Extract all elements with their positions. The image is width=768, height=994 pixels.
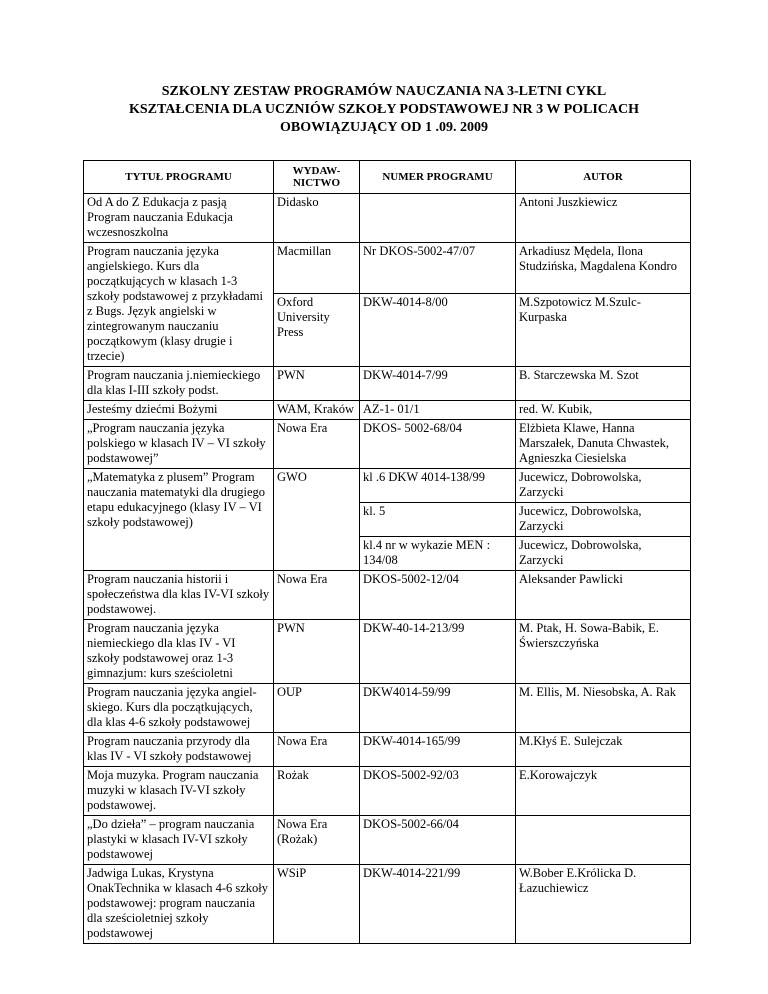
table-row bbox=[84, 420, 691, 469]
cell-publisher: OUP bbox=[274, 684, 360, 733]
cell-number: kl. 5 bbox=[360, 503, 516, 537]
cell-number: DKW-4014-8/00 bbox=[360, 293, 516, 366]
cell-author: Elżbieta Klawe, Hanna Marszałek, Danuta Chwastek, Agnieszka Ciesielska bbox=[516, 420, 691, 469]
cell-title: Program nauczania języka angielskiego. Kurs dla początkujących w klasach 1-3 szkoły podstawowej z przykładami z Bugs. Język angielski w zintegrowanym nauczaniu początkowym (klasy drugie i trzecie) bbox=[84, 243, 274, 367]
table-row bbox=[84, 684, 691, 733]
cell-author: M.Szpotowicz M.Szulc-Kurpaska bbox=[516, 293, 691, 366]
cell-author: red. W. Kubik, bbox=[516, 401, 691, 420]
cell-publisher: Rożak bbox=[274, 767, 360, 816]
cell-author: W.Bober E.Królicka D. Łazuchiewicz bbox=[516, 865, 691, 944]
cell-title: „Matematyka z plusem” Program nauczania matematyki dla drugiego etapu edukacyjnego (klasy IV – VI szkoły podstawowej) bbox=[84, 469, 274, 571]
cell-title: Program nauczania j.niemieckiego dla klas I-III szkoły podst. bbox=[84, 367, 274, 401]
cell-number: DKW-4014-165/99 bbox=[360, 733, 516, 767]
cell-publisher: GWO bbox=[274, 469, 360, 571]
table-row bbox=[84, 816, 691, 865]
table-row bbox=[84, 401, 691, 420]
cell-publisher: WAM, Kraków bbox=[274, 401, 360, 420]
cell-publisher: Nowa Era bbox=[274, 571, 360, 620]
header-title: TYTUŁ PROGRAMU bbox=[84, 161, 274, 194]
programs-table bbox=[83, 160, 691, 944]
cell-number: kl.4 nr w wykazie MEN : 134/08 bbox=[360, 537, 516, 571]
cell-author: M. Ellis, M. Niesobska, A. Rak bbox=[516, 684, 691, 733]
cell-number: DKOS- 5002-68/04 bbox=[360, 420, 516, 469]
cell-publisher: Oxford University Press bbox=[274, 293, 360, 366]
cell-number: AZ-1- 01/1 bbox=[360, 401, 516, 420]
cell-author: Jucewicz, Dobrowolska, Zarzycki bbox=[516, 537, 691, 571]
table-row bbox=[84, 767, 691, 816]
header-number: NUMER PROGRAMU bbox=[360, 161, 516, 194]
table-row bbox=[84, 194, 691, 243]
cell-number: DKOS-5002-66/04 bbox=[360, 816, 516, 865]
table-row bbox=[84, 469, 691, 503]
cell-title: Jadwiga Lukas, Krystyna OnakTechnika w klasach 4-6 szkoły podstawowej: program nauczania dla sześcioletniej szkoły podstawowej bbox=[84, 865, 274, 944]
cell-title: Program nauczania języka niemieckiego dla klas IV - VI szkoły podstawowej oraz 1-3 gimnazjum: kurs sześcioletni bbox=[84, 620, 274, 684]
cell-publisher: Didasko bbox=[274, 194, 360, 243]
cell-author: B. Starczewska M. Szot bbox=[516, 367, 691, 401]
cell-publisher: PWN bbox=[274, 620, 360, 684]
cell-author: Arkadiusz Mędela, Ilona Studzińska, Magdalena Kondro bbox=[516, 243, 691, 294]
cell-title: „Program nauczania języka polskiego w klasach IV – VI szkoły podstawowej” bbox=[84, 420, 274, 469]
table-row bbox=[84, 733, 691, 767]
cell-title: Program nauczania historii i społeczeństwa dla klas IV-VI szkoły podstawowej. bbox=[84, 571, 274, 620]
cell-number bbox=[360, 194, 516, 243]
cell-number: Nr DKOS-5002-47/07 bbox=[360, 243, 516, 294]
cell-author: Jucewicz, Dobrowolska, Zarzycki bbox=[516, 503, 691, 537]
cell-title: Program nauczania przyrody dla klas IV - VI szkoły podstawowej bbox=[84, 733, 274, 767]
header-author: AUTOR bbox=[516, 161, 691, 194]
table-row bbox=[84, 367, 691, 401]
cell-number: DKW-40-14-213/99 bbox=[360, 620, 516, 684]
title-line-3: OBOWIĄZUJĄCY OD 1 .09. 2009 bbox=[280, 120, 488, 135]
cell-author bbox=[516, 816, 691, 865]
cell-author: Jucewicz, Dobrowolska, Zarzycki bbox=[516, 469, 691, 503]
cell-author: E.Korowajczyk bbox=[516, 767, 691, 816]
cell-publisher: Nowa Era (Rożak) bbox=[274, 816, 360, 865]
cell-author: Aleksander Pawlicki bbox=[516, 571, 691, 620]
table-row bbox=[84, 865, 691, 944]
cell-number: DKW4014-59/99 bbox=[360, 684, 516, 733]
cell-publisher: Nowa Era bbox=[274, 420, 360, 469]
table-row bbox=[84, 243, 691, 294]
table-row bbox=[84, 571, 691, 620]
cell-title: Od A do Z Edukacja z pasją Program nauczania Edukacja wczesnoszkolna bbox=[84, 194, 274, 243]
cell-publisher: PWN bbox=[274, 367, 360, 401]
cell-number: DKW-4014-7/99 bbox=[360, 367, 516, 401]
cell-number: DKOS-5002-12/04 bbox=[360, 571, 516, 620]
cell-publisher: Nowa Era bbox=[274, 733, 360, 767]
cell-number: kl .6 DKW 4014-138/99 bbox=[360, 469, 516, 503]
cell-title: Moja muzyka. Program nauczania muzyki w klasach IV-VI szkoły podstawowej. bbox=[84, 767, 274, 816]
cell-author: M. Ptak, H. Sowa-Babik, E. Świerszczyńska bbox=[516, 620, 691, 684]
cell-publisher: WSiP bbox=[274, 865, 360, 944]
cell-number: DKW-4014-221/99 bbox=[360, 865, 516, 944]
cell-title: Jesteśmy dziećmi Bożymi bbox=[84, 401, 274, 420]
title-line-1: SZKOLNY ZESTAW PROGRAMÓW NAUCZANIA NA 3-LETNI CYKL bbox=[161, 84, 607, 99]
cell-title: „Do dzieła” – program nauczania plastyki w klasach IV-VI szkoły podstawowej bbox=[84, 816, 274, 865]
table-header-row bbox=[84, 161, 691, 194]
header-publisher: WYDAW-NICTWO bbox=[274, 161, 360, 194]
document-title bbox=[60, 83, 708, 137]
cell-author: Antoni Juszkiewicz bbox=[516, 194, 691, 243]
cell-author: M.Kłyś E. Sulejczak bbox=[516, 733, 691, 767]
table-row bbox=[84, 620, 691, 684]
title-line-2: KSZTAŁCENIA DLA UCZNIÓW SZKOŁY PODSTAWOWEJ NR 3 W POLICACH bbox=[128, 102, 640, 117]
cell-title: Program nauczania języka angiel-skiego. Kurs dla początkujących, dla klas 4-6 szkoły podstawowej bbox=[84, 684, 274, 733]
cell-publisher: Macmillan bbox=[274, 243, 360, 294]
cell-number: DKOS-5002-92/03 bbox=[360, 767, 516, 816]
